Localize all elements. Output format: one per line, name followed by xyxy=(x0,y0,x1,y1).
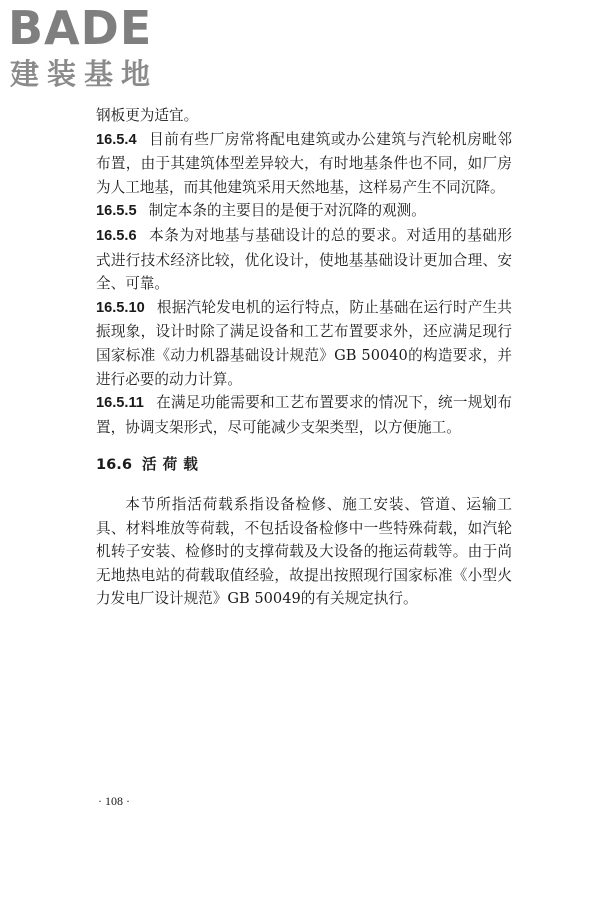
continuation-text: 钢板更为适宜。 xyxy=(96,107,199,124)
section-title-text: 活荷载 xyxy=(142,456,204,474)
clause-text: 目前有些厂房常将配电建筑或办公建筑与汽轮机房毗邻布置，由于其建筑体型差异较大，有时地基条件也不同，如厂房为人工地基，而其他建筑采用天然地基，这样易产生不同沉降。 xyxy=(96,130,512,196)
clause-number: 16.5.5 xyxy=(96,203,137,220)
clause-number: 16.5.4 xyxy=(96,131,137,148)
page-number: · 108 · xyxy=(98,794,130,808)
document-body xyxy=(96,104,512,611)
bade-logo xyxy=(8,2,178,94)
logo-latin-text: BADE xyxy=(8,1,153,55)
clause-text: 根据汽轮发电机的运行特点，防止基础在运行时产生共振现象，设计时除了满足设备和工艺布置要求外，还应满足现行国家标准《动力机器基础设计规范》GB 50040的构造要求，并进行必要的动力计算。 xyxy=(96,298,512,388)
clause-text: 制定本条的主要目的是便于对沉降的观测。 xyxy=(148,202,426,220)
clause-number: 16.5.11 xyxy=(96,395,144,412)
clause-16-5-10 xyxy=(96,296,512,391)
clause-16-5-6 xyxy=(96,224,512,296)
clause-text: 在满足功能需要和工艺布置要求的情况下，统一规划布置，协调支架形式，尽可能减少支架类型，以方便施工。 xyxy=(96,394,512,436)
clause-number: 16.5.6 xyxy=(96,227,137,244)
clause-number: 16.5.10 xyxy=(96,299,145,316)
clause-16-5-5 xyxy=(96,199,512,224)
clause-text: 本条为对地基与基础设计的总的要求。对适用的基础形式进行技术经济比较，优化设计，使地基基础设计更加合理、安全、可靠。 xyxy=(96,226,512,293)
logo-cjk-text: 建装基地 xyxy=(10,57,159,91)
clause-16-5-4 xyxy=(96,128,512,200)
section-number: 16.6 xyxy=(96,456,133,474)
clause-16-5-11 xyxy=(96,391,512,439)
section-heading xyxy=(96,453,512,477)
section-paragraph: 本节所指活荷载系指设备检修、施工安装、管道、运输工具、材料堆放等荷载，不包括设备检修中一些特殊荷载，如汽轮机转子安装、检修时的支撑荷载及大设备的拖运荷载等。由于尚无地热电站的荷载取值经验，故提出按照现行国家标准《小型火力发电厂设计规范》GB 50049的有关规定执行。 xyxy=(96,495,512,608)
